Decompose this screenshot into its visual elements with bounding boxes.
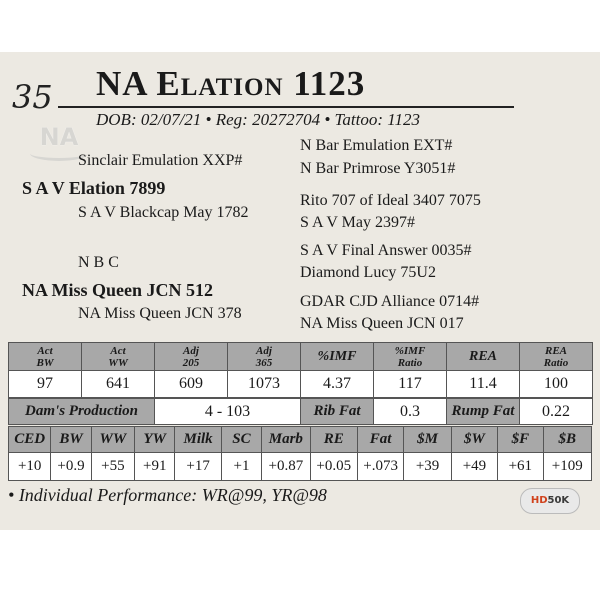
- epd-header: WW: [91, 427, 134, 453]
- pedigree-right-line: GDAR CJD Alliance 0714#: [300, 293, 480, 310]
- epd-header: Fat: [357, 427, 403, 453]
- pedigree-dam-dam: NA Miss Queen JCN 378: [78, 305, 242, 322]
- value-act-ww: 641: [82, 371, 155, 398]
- epd-value: +0.87: [262, 453, 310, 481]
- epd-value: +91: [135, 453, 175, 481]
- pedigree-right-line: Diamond Lucy 75U2: [300, 264, 436, 281]
- production-table: [8, 398, 593, 425]
- header-rea: REA: [447, 343, 520, 371]
- epd-value: +55: [91, 453, 134, 481]
- registration-info: DOB: 02/07/21 • Reg: 20272704 • Tattoo: 1123: [96, 110, 421, 129]
- epd-value: +17: [175, 453, 221, 481]
- epd-header: Milk: [175, 427, 221, 453]
- hd50k-badge-icon: [520, 488, 580, 514]
- performance-table: [8, 342, 593, 398]
- epd-header: $M: [404, 427, 451, 453]
- epd-header: $F: [498, 427, 543, 453]
- performance-header-row: [9, 343, 593, 371]
- epd-value: +10: [9, 453, 51, 481]
- epd-header-row: [9, 427, 592, 453]
- pedigree-right-line: S A V Final Answer 0035#: [300, 242, 472, 259]
- header-imf-ratio: %IMF Ratio: [374, 343, 447, 371]
- value-imf-ratio: 117: [374, 371, 447, 398]
- epd-value: +39: [404, 453, 451, 481]
- badge-50k: 50K: [547, 495, 570, 506]
- epd-value: +0.05: [310, 453, 357, 481]
- epd-value: +.073: [357, 453, 403, 481]
- performance-value-row: [9, 371, 593, 398]
- bullet-icon: •: [8, 485, 15, 505]
- pedigree-right-line: N Bar Primrose Y3051#: [300, 160, 456, 177]
- epd-header: $W: [451, 427, 497, 453]
- pedigree-right-line: Rito 707 of Ideal 3407 7075: [300, 192, 481, 209]
- epd-header: RE: [310, 427, 357, 453]
- header-adj-205: Adj 205: [155, 343, 228, 371]
- value-rea-ratio: 100: [520, 371, 593, 398]
- pedigree-sire-dam: S A V Blackcap May 1782: [78, 204, 249, 221]
- epd-header: Marb: [262, 427, 310, 453]
- dams-production-label: Dam's Production: [9, 399, 155, 425]
- value-adj-365: 1073: [228, 371, 301, 398]
- individual-performance-note: [8, 485, 327, 506]
- value-adj-205: 609: [155, 371, 228, 398]
- pedigree-sire: S A V Elation 7899: [22, 178, 166, 198]
- epd-header: CED: [9, 427, 51, 453]
- pedigree-right-line: NA Miss Queen JCN 017: [300, 315, 464, 332]
- ranch-logo-icon: NA: [39, 123, 79, 151]
- lot-number: 35: [12, 78, 53, 116]
- epd-value: +49: [451, 453, 497, 481]
- epd-header: BW: [51, 427, 91, 453]
- epd-value: +0.9: [51, 453, 91, 481]
- epd-value: +109: [543, 453, 591, 481]
- epd-header: $B: [543, 427, 591, 453]
- rump-fat-value: 0.22: [520, 399, 593, 425]
- header-adj-365: Adj 365: [228, 343, 301, 371]
- rib-fat-label: Rib Fat: [301, 399, 374, 425]
- rib-fat-value: 0.3: [374, 399, 447, 425]
- value-rea: 11.4: [447, 371, 520, 398]
- epd-value: +61: [498, 453, 543, 481]
- header-rea-ratio: REA Ratio: [520, 343, 593, 371]
- rump-fat-label: Rump Fat: [447, 399, 520, 425]
- badge-hd: HD: [530, 495, 548, 506]
- header-act-bw: Act BW: [9, 343, 82, 371]
- epd-table: [8, 426, 592, 481]
- pedigree-sire-sire: Sinclair Emulation XXP#: [78, 152, 243, 169]
- header-imf: %IMF: [301, 343, 374, 371]
- title-divider: [58, 106, 514, 108]
- epd-header: SC: [221, 427, 261, 453]
- pedigree-dam: NA Miss Queen JCN 512: [22, 280, 214, 300]
- value-act-bw: 97: [9, 371, 82, 398]
- individual-performance-text: Individual Performance: WR@99, YR@98: [18, 485, 327, 505]
- pedigree-dam-sire: N B C: [78, 254, 119, 271]
- animal-title: NA Elation 1123: [96, 64, 366, 103]
- production-row: [9, 399, 593, 425]
- epd-value: +1: [221, 453, 261, 481]
- pedigree-right-line: S A V May 2397#: [300, 214, 415, 231]
- epd-header: YW: [135, 427, 175, 453]
- value-imf: 4.37: [301, 371, 374, 398]
- dams-production-value: 4 - 103: [155, 399, 301, 425]
- header-act-ww: Act WW: [82, 343, 155, 371]
- epd-value-row: [9, 453, 592, 481]
- pedigree-right-line: N Bar Emulation EXT#: [300, 137, 453, 154]
